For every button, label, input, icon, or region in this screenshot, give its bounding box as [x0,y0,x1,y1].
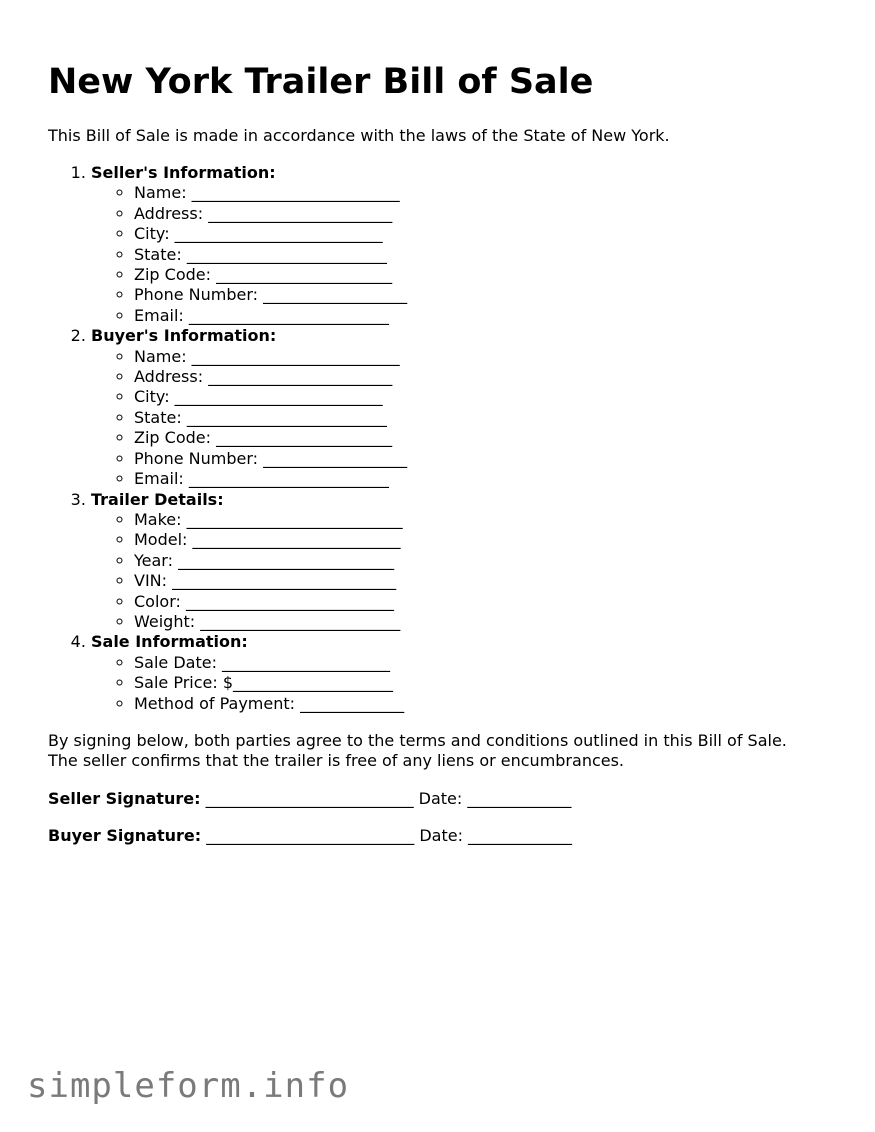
field-sale-price: ◦ Sale Price: $____________________ [134,673,407,693]
field-buyer-phone: ◦ Phone Number: __________________ [134,449,407,469]
section-title: Trailer Details: [91,489,224,509]
field-list [91,510,407,632]
field-trailer-weight: ◦ Weight: _________________________ [134,612,407,632]
field-list [91,653,407,714]
seller-date-field: Date: _____________ [418,789,572,808]
field-seller-phone: ◦ Phone Number: __________________ [134,285,407,305]
field-list [91,347,407,490]
field-seller-zip: ◦ Zip Code: ______________________ [134,265,407,285]
field-trailer-vin: ◦ VIN: ____________________________ [134,571,407,591]
field-trailer-year: ◦ Year: ___________________________ [134,551,407,571]
field-seller-city: ◦ City: __________________________ [134,224,407,244]
section-buyer-info [91,326,407,489]
field-trailer-make: ◦ Make: ___________________________ [134,510,407,530]
closing-statement: By signing below, both parties agree to the terms and conditions outlined in this Bill of Sale. The seller confirms that the trailer is free of any liens or encumbrances. [48,731,787,770]
watermark: simpleform.info [27,1066,350,1106]
field-buyer-zip: ◦ Zip Code: ______________________ [134,428,407,448]
field-buyer-name: ◦ Name: __________________________ [134,347,407,367]
field-trailer-model: ◦ Model: __________________________ [134,530,407,550]
section-seller-info [91,163,407,326]
field-list [91,183,407,326]
field-seller-email: ◦ Email: _________________________ [134,306,407,326]
field-buyer-address: ◦ Address: _______________________ [134,367,407,387]
field-buyer-city: ◦ City: __________________________ [134,387,407,407]
seller-signature-blank: __________________________ [200,789,419,808]
seller-signature-label: Seller Signature: [48,789,201,808]
field-buyer-email: ◦ Email: _________________________ [134,469,407,489]
buyer-signature-blank: __________________________ [201,826,420,845]
buyer-signature-label: Buyer Signature: [48,826,202,845]
field-seller-state: ◦ State: _________________________ [134,245,407,265]
field-sale-date: ◦ Sale Date: _____________________ [134,653,407,673]
section-title: Sale Information: [91,632,248,652]
sections-list [48,163,407,714]
document-title: New York Trailer Bill of Sale [48,62,594,102]
section-title: Buyer's Information: [91,326,277,346]
section-sale-info [91,632,407,714]
field-payment-method: ◦ Method of Payment: _____________ [134,694,407,714]
section-title: Seller's Information: [91,163,276,182]
buyer-date-field: Date: _____________ [419,826,573,845]
field-seller-name: ◦ Name: __________________________ [134,183,407,203]
field-trailer-color: ◦ Color: __________________________ [134,592,407,612]
field-buyer-state: ◦ State: _________________________ [134,408,407,428]
intro-text: This Bill of Sale is made in accordance with the laws of the State of New York. [48,126,670,145]
buyer-signature-line [48,826,572,846]
seller-signature-line [48,789,571,809]
field-seller-address: ◦ Address: _______________________ [134,204,407,224]
section-trailer-details [91,490,407,633]
